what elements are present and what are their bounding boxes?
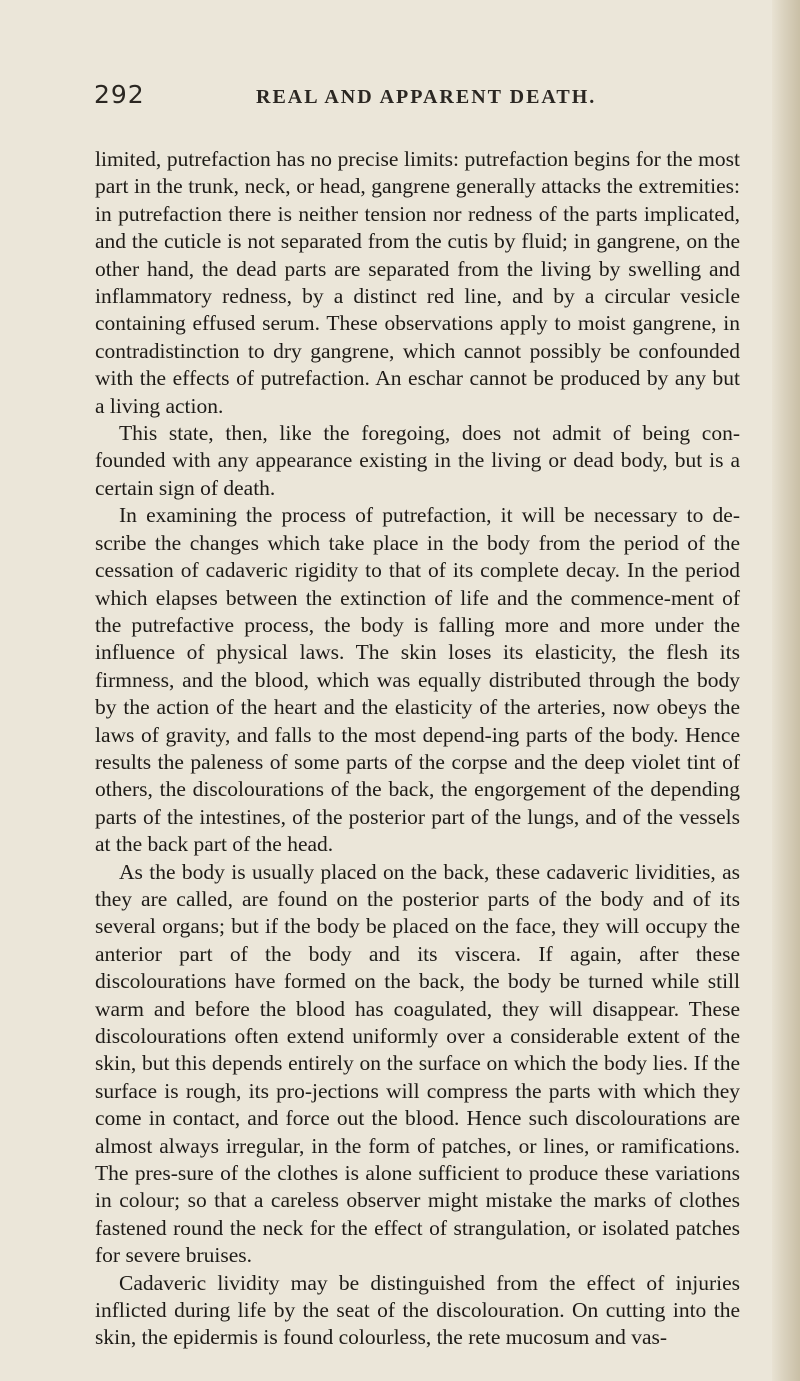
paragraph-5: Cadaveric lividity may be distinguished from the effect of injuries inflicted during life by the seat of the discolouration. On cutting into the skin, the epidermis is found colourless, the rete mucosum and vas- [95,1270,740,1350]
page-header [94,80,734,116]
paragraph-2: This state, then, like the foregoing, does not admit of being con-founded with any appearance existing in the living or dead body, but is a certain sign of death. [95,421,740,500]
page-number: 292 [94,80,145,109]
page-edge-shadow [772,0,800,1381]
paragraph-3: In examining the process of putrefaction, it will be necessary to de-scribe the changes which take place in the body from the period of the cessation of cadaveric rigidity to that of its complete decay. In the period which elapses between the extinction of life and the commence-ment of the putrefactive process, the body is falling more and more under the influence of physical laws. The skin loses its elasticity, the flesh its firmness, and the blood, which was equally distributed through the body by the action of the heart and the elasticity of the arteries, now obeys the laws of gravity, and falls to the most depend-ing parts of the body. Hence results the paleness of some parts of the corpse and the deep violet tint of others, the discolourations of the back, the engorgement of the depending parts of the intestines, of the posterior part of the lungs, and of the vessels at the back part of the head. [95,503,740,857]
body-text [95,146,740,1352]
running-head: REAL AND APPARENT DEATH. [256,86,597,108]
paragraph-4: As the body is usually placed on the back, these cadaveric lividities, as they are called, are found on the posterior parts of the body and of its several organs; but if the body be placed on the face, they will occupy the anterior part of the body and its viscera. If again, after these discolourations have formed on the back, the body be turned while still warm and before the blood has coagulated, they will disappear. These discolourations often extend uniformly over a considerable extent of the skin, but this depends entirely on the surface on which the body lies. If the surface is rough, its pro-jections will compress the parts with which they come in contact, and force out the blood. Hence such discolourations are almost always irregular, in the form of patches, or lines, or ramifications. The pres-sure of the clothes is alone sufficient to produce these variations in colour; so that a careless observer might mistake the marks of clothes fastened round the neck for the effect of strangulation, or isolated patches for severe bruises. [95,859,740,1268]
paragraph-1: limited, putrefaction has no precise limits: putrefaction begins for the most part in the trunk, neck, or head, gangrene generally attacks the extremities: in putrefaction there is neither tension nor redness of the parts implicated, and the cuticle is not separated from the cutis by fluid; in gangrene, on the other hand, the dead parts are separated from the living by swelling and inflammatory redness, by a distinct red line, and by a circular vesicle containing effused serum. These observations apply to moist gangrene, in contradistinction to dry gangrene, which cannot possibly be confounded with the effects of putrefaction. An eschar cannot be produced by any but a living action. [95,147,740,418]
